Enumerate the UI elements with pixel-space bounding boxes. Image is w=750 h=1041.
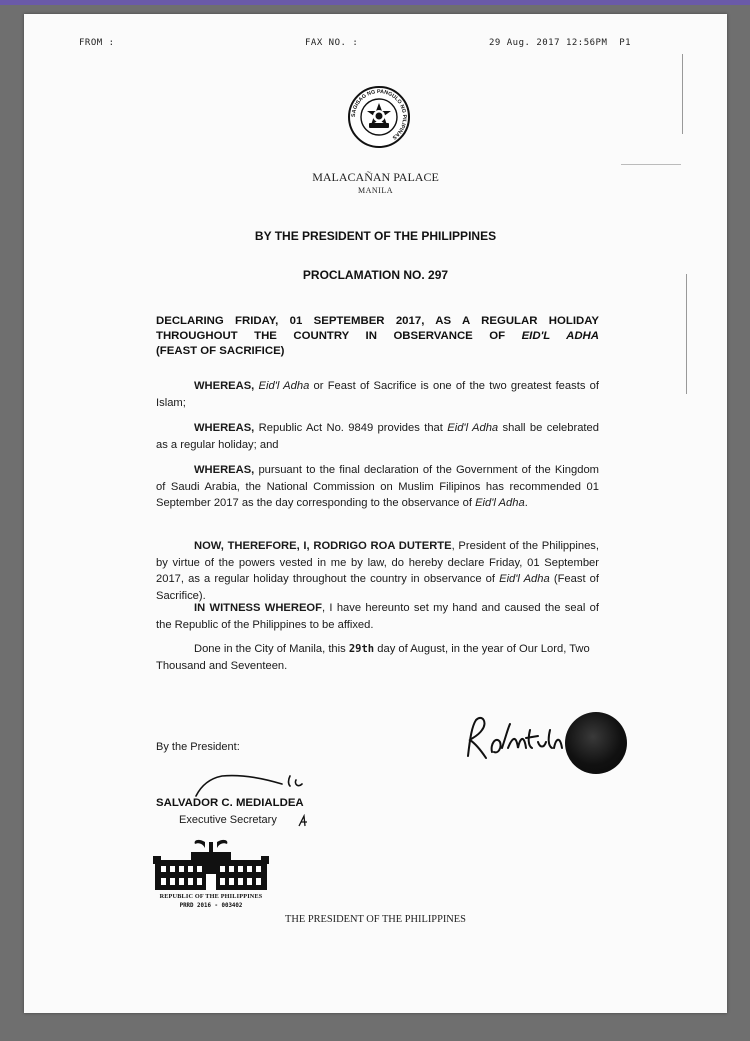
- paragraph-done: Done in the City of Manila, this 29th day of August, in the year of Our Lord, Two Thousand and Seventeen.: [156, 643, 590, 672]
- palace-name: MALACAÑAN PALACE: [312, 170, 439, 184]
- fax-datetime: 29 Aug. 2017 12:56PM P1: [489, 38, 632, 48]
- paragraph-whereas-1: WHEREAS, Eid'l Adha or Feast of Sacrifice is one of the two greatest feasts of Islam;: [156, 380, 599, 409]
- fax-number: FAX NO. :: [305, 38, 359, 48]
- fax-from: FROM :: [79, 38, 115, 48]
- footer-title: THE PRESIDENT OF THE PHILIPPINES: [285, 914, 466, 925]
- secretary-name: SALVADOR C. MEDIALDEA: [156, 797, 304, 809]
- by-the-president-label: By the President:: [156, 741, 240, 753]
- scan-mark: [682, 54, 683, 134]
- malacanang-palace-emblem: [153, 838, 269, 892]
- scan-mark: [621, 164, 681, 165]
- document-page: [24, 14, 727, 1013]
- record-number: PRRD 2016 - 003402: [179, 903, 243, 909]
- secretary-title: Executive Secretary: [179, 814, 277, 826]
- official-dry-seal: [565, 712, 627, 774]
- paragraph-now-therefore: NOW, THEREFORE, I, RODRIGO ROA DUTERTE, President of the Philippines, by virtue of the powers vested in me by law, do hereby declare Friday, 01 September 2017, as a regular holiday throughout the country in observance of Eid'l Adha (Feast of Sacrifice).: [156, 540, 600, 602]
- proclamation-number: PROCLAMATION NO. 297: [302, 268, 449, 282]
- presidential-seal: [347, 85, 411, 149]
- by-president-heading: BY THE PRESIDENT OF THE PHILIPPINES: [254, 229, 497, 243]
- republic-label: REPUBLIC OF THE PHILIPPINES: [159, 893, 263, 900]
- scan-mark: [686, 274, 687, 394]
- seal-text: SAGISAG NG PANGULO NG PILIPINAS: [350, 88, 408, 141]
- window-top-bar: [0, 0, 750, 5]
- palace-city: MANILA: [358, 186, 393, 195]
- paragraph-in-witness: IN WITNESS WHEREOF, I have hereunto set my hand and caused the seal of the Republic of the Philippines to be affixed.: [156, 602, 599, 631]
- initial-mark: [297, 814, 311, 828]
- paragraph-whereas-2: WHEREAS, Republic Act No. 9849 provides that Eid'l Adha shall be celebrated as a regular holiday; and: [156, 422, 599, 451]
- proclamation-title: DECLARING FRIDAY, 01 SEPTEMBER 2017, AS A REGULAR HOLIDAY THROUGHOUT THE COUNTRY IN OBSERVANCE OF EID'L ADHA (FEAST OF SACRIFICE): [156, 315, 599, 357]
- paragraph-whereas-3: WHEREAS, pursuant to the final declaration of the Government of the Kingdom of Saudi Arabia, the National Commission on Muslim Filipinos has recommended 01 September 2017 as the day corresponding to the observance of Eid'l Adha.: [156, 464, 599, 509]
- president-signature: [462, 708, 582, 768]
